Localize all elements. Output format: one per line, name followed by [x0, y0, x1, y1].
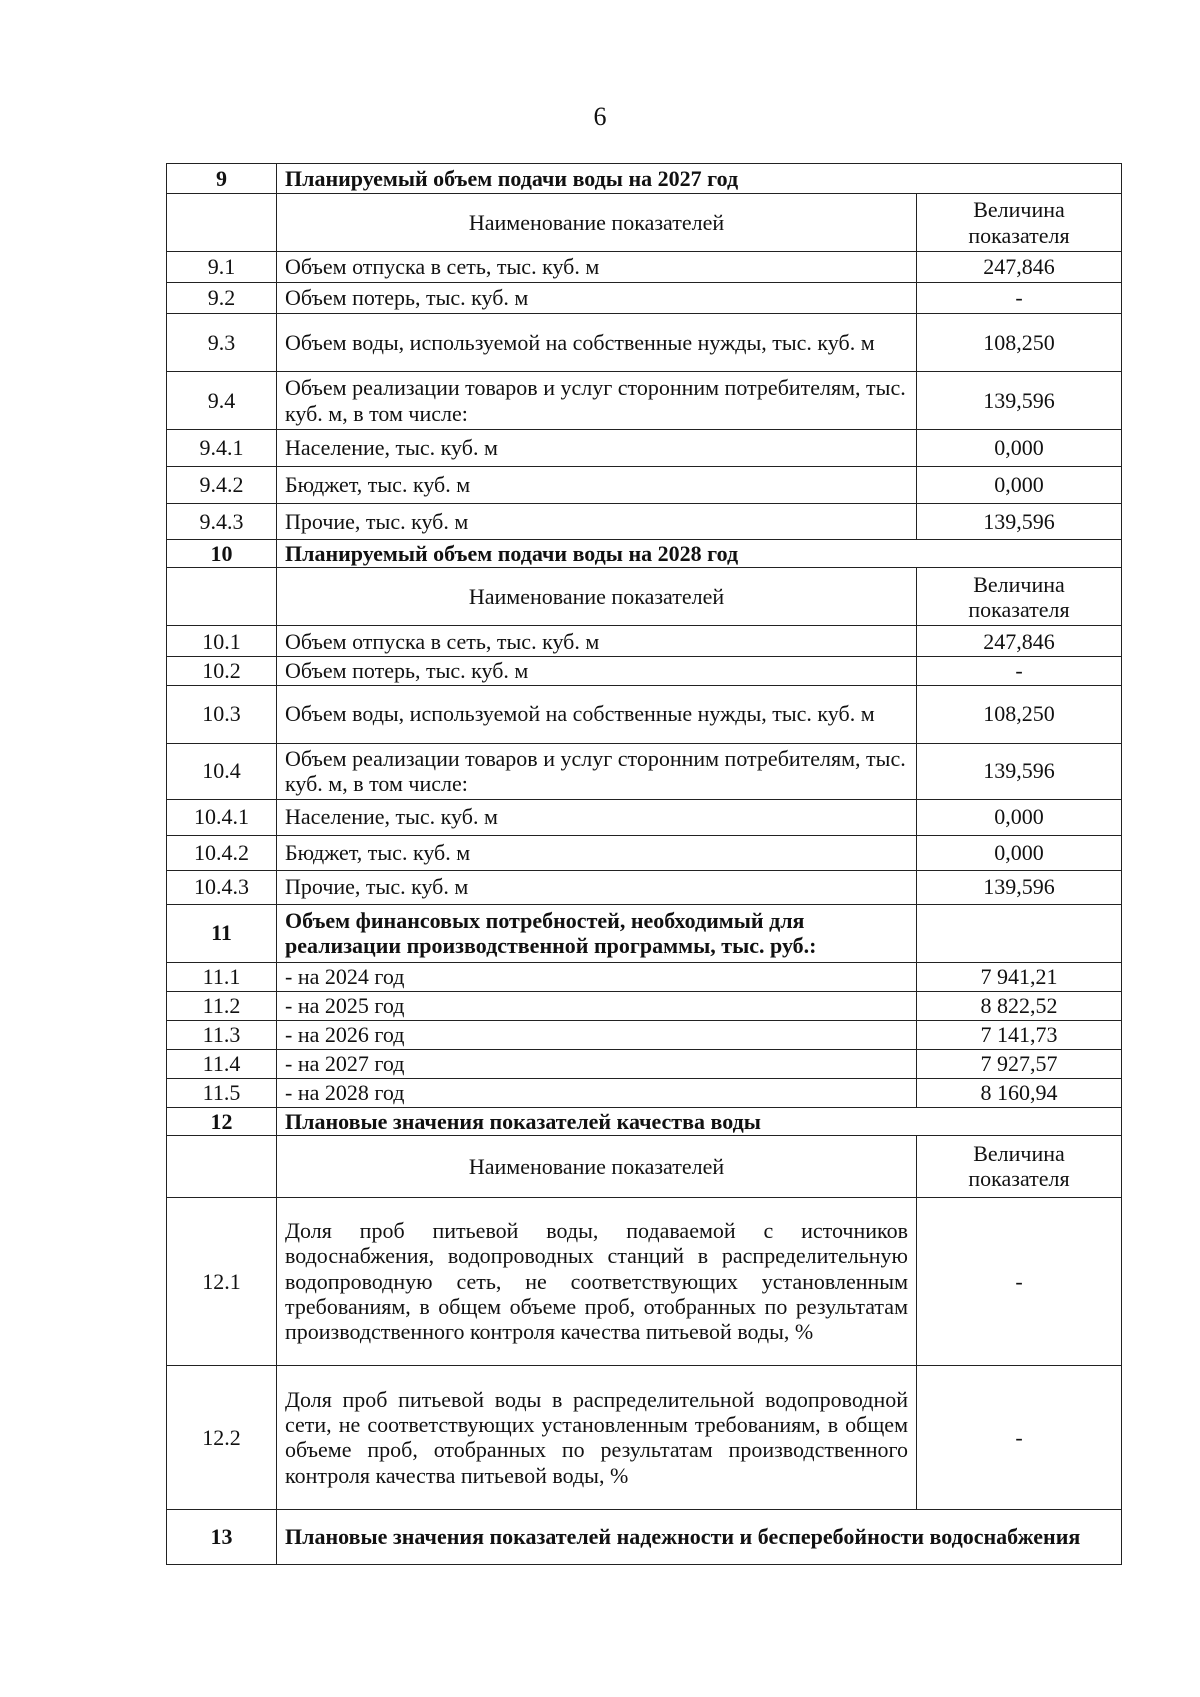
row-name: Доля проб питьевой воды в распределительной водопроводной сети, не соответствующих установленным требованиям, в общем объеме проб, отобранных по результатам производственного контроля качества питьевой воды, %	[277, 1365, 917, 1509]
section-number: 13	[167, 1509, 277, 1564]
row-value: 7 141,73	[917, 1020, 1122, 1049]
section-header	[167, 164, 1122, 194]
section-header	[167, 540, 1122, 568]
column-header-row	[167, 1135, 1122, 1197]
column-header-name: Наименование показателей	[277, 1135, 917, 1197]
table-row	[167, 685, 1122, 743]
row-value: 247,846	[917, 252, 1122, 283]
row-value: 8 822,52	[917, 991, 1122, 1020]
row-number: 11.4	[167, 1049, 277, 1078]
row-number: 10.4.3	[167, 870, 277, 904]
row-name: Население, тыс. куб. м	[277, 430, 917, 467]
table-row	[167, 991, 1122, 1020]
section-header	[167, 904, 1122, 962]
row-value: 247,846	[917, 626, 1122, 657]
table-row	[167, 467, 1122, 504]
section-header	[167, 1107, 1122, 1135]
row-name: Объем отпуска в сеть, тыс. куб. м	[277, 252, 917, 283]
table-row	[167, 504, 1122, 540]
section-number: 12	[167, 1107, 277, 1135]
row-number: 11.3	[167, 1020, 277, 1049]
column-header-name: Наименование показателей	[277, 568, 917, 626]
empty-cell	[167, 194, 277, 252]
table-row	[167, 1049, 1122, 1078]
table-row	[167, 283, 1122, 314]
row-name: - на 2024 год	[277, 962, 917, 991]
table-row	[167, 657, 1122, 685]
row-number: 9.2	[167, 283, 277, 314]
table-row	[167, 430, 1122, 467]
section-header	[167, 1509, 1122, 1564]
row-value: -	[917, 1197, 1122, 1365]
section-title: Объем финансовых потребностей, необходимый для реализации производственной программы, тыс. руб.:	[277, 904, 917, 962]
table-row	[167, 1020, 1122, 1049]
row-value: 0,000	[917, 467, 1122, 504]
row-number: 11.2	[167, 991, 277, 1020]
row-value: 139,596	[917, 743, 1122, 799]
row-number: 10.2	[167, 657, 277, 685]
row-number: 9.4	[167, 372, 277, 430]
row-name: - на 2028 год	[277, 1078, 917, 1107]
row-number: 12.2	[167, 1365, 277, 1509]
row-number: 9.4.3	[167, 504, 277, 540]
row-number: 11.1	[167, 962, 277, 991]
row-name: Объем воды, используемой на собственные нужды, тыс. куб. м	[277, 314, 917, 372]
row-name: Объем потерь, тыс. куб. м	[277, 283, 917, 314]
row-name: - на 2027 год	[277, 1049, 917, 1078]
column-header-value: Величина показателя	[917, 568, 1122, 626]
row-number: 10.3	[167, 685, 277, 743]
row-value: 108,250	[917, 685, 1122, 743]
row-value: 0,000	[917, 430, 1122, 467]
table-row	[167, 1365, 1122, 1509]
row-number: 9.1	[167, 252, 277, 283]
column-header-row	[167, 194, 1122, 252]
row-value: -	[917, 283, 1122, 314]
row-name: Население, тыс. куб. м	[277, 799, 917, 835]
row-value: 0,000	[917, 835, 1122, 870]
row-value: 108,250	[917, 314, 1122, 372]
row-name: Прочие, тыс. куб. м	[277, 870, 917, 904]
table-row	[167, 799, 1122, 835]
section-number: 9	[167, 164, 277, 194]
table-row	[167, 870, 1122, 904]
row-name: Объем реализации товаров и услуг сторонним потребителям, тыс. куб. м, в том числе:	[277, 743, 917, 799]
row-number: 10.4.2	[167, 835, 277, 870]
table-row	[167, 252, 1122, 283]
row-name: Бюджет, тыс. куб. м	[277, 467, 917, 504]
section-number: 10	[167, 540, 277, 568]
row-name: Объем отпуска в сеть, тыс. куб. м	[277, 626, 917, 657]
row-value: 0,000	[917, 799, 1122, 835]
column-header-value: Величина показателя	[917, 194, 1122, 252]
table-row	[167, 314, 1122, 372]
row-name: - на 2026 год	[277, 1020, 917, 1049]
row-value: -	[917, 657, 1122, 685]
row-number: 11.5	[167, 1078, 277, 1107]
row-value: 7 941,21	[917, 962, 1122, 991]
empty-cell	[917, 904, 1122, 962]
column-header-value: Величина показателя	[917, 1135, 1122, 1197]
section-title: Плановые значения показателей качества воды	[277, 1107, 1122, 1135]
row-name: Объем реализации товаров и услуг сторонним потребителям, тыс. куб. м, в том числе:	[277, 372, 917, 430]
empty-cell	[167, 568, 277, 626]
page-number: 6	[593, 102, 607, 131]
table-row	[167, 1197, 1122, 1365]
row-number: 12.1	[167, 1197, 277, 1365]
section-title: Плановые значения показателей надежности и бесперебойности водоснабжения	[277, 1509, 1122, 1564]
row-name: - на 2025 год	[277, 991, 917, 1020]
row-name: Объем воды, используемой на собственные нужды, тыс. куб. м	[277, 685, 917, 743]
row-value: 139,596	[917, 372, 1122, 430]
row-value: 8 160,94	[917, 1078, 1122, 1107]
row-value: -	[917, 1365, 1122, 1509]
row-value: 139,596	[917, 870, 1122, 904]
column-header-row	[167, 568, 1122, 626]
empty-cell	[167, 1135, 277, 1197]
row-number: 9.3	[167, 314, 277, 372]
row-number: 9.4.2	[167, 467, 277, 504]
table-row	[167, 743, 1122, 799]
row-number: 9.4.1	[167, 430, 277, 467]
table-row	[167, 1078, 1122, 1107]
table-row	[167, 835, 1122, 870]
row-value: 139,596	[917, 504, 1122, 540]
table-row	[167, 626, 1122, 657]
row-number: 10.1	[167, 626, 277, 657]
section-number: 11	[167, 904, 277, 962]
row-name: Доля проб питьевой воды, подаваемой с источников водоснабжения, водопроводных станций в распределительную водопроводную сеть, не соответствующих установленным требованиям, в общем объеме проб, отобранных по результатам производственного контроля качества питьевой воды, %	[277, 1197, 917, 1365]
column-header-name: Наименование показателей	[277, 194, 917, 252]
indicators-table	[166, 163, 1122, 1565]
row-value: 7 927,57	[917, 1049, 1122, 1078]
row-name: Объем потерь, тыс. куб. м	[277, 657, 917, 685]
table-row	[167, 962, 1122, 991]
table-row	[167, 372, 1122, 430]
row-number: 10.4	[167, 743, 277, 799]
section-title: Планируемый объем подачи воды на 2027 год	[277, 164, 1122, 194]
row-name: Бюджет, тыс. куб. м	[277, 835, 917, 870]
row-number: 10.4.1	[167, 799, 277, 835]
section-title: Планируемый объем подачи воды на 2028 год	[277, 540, 1122, 568]
row-name: Прочие, тыс. куб. м	[277, 504, 917, 540]
